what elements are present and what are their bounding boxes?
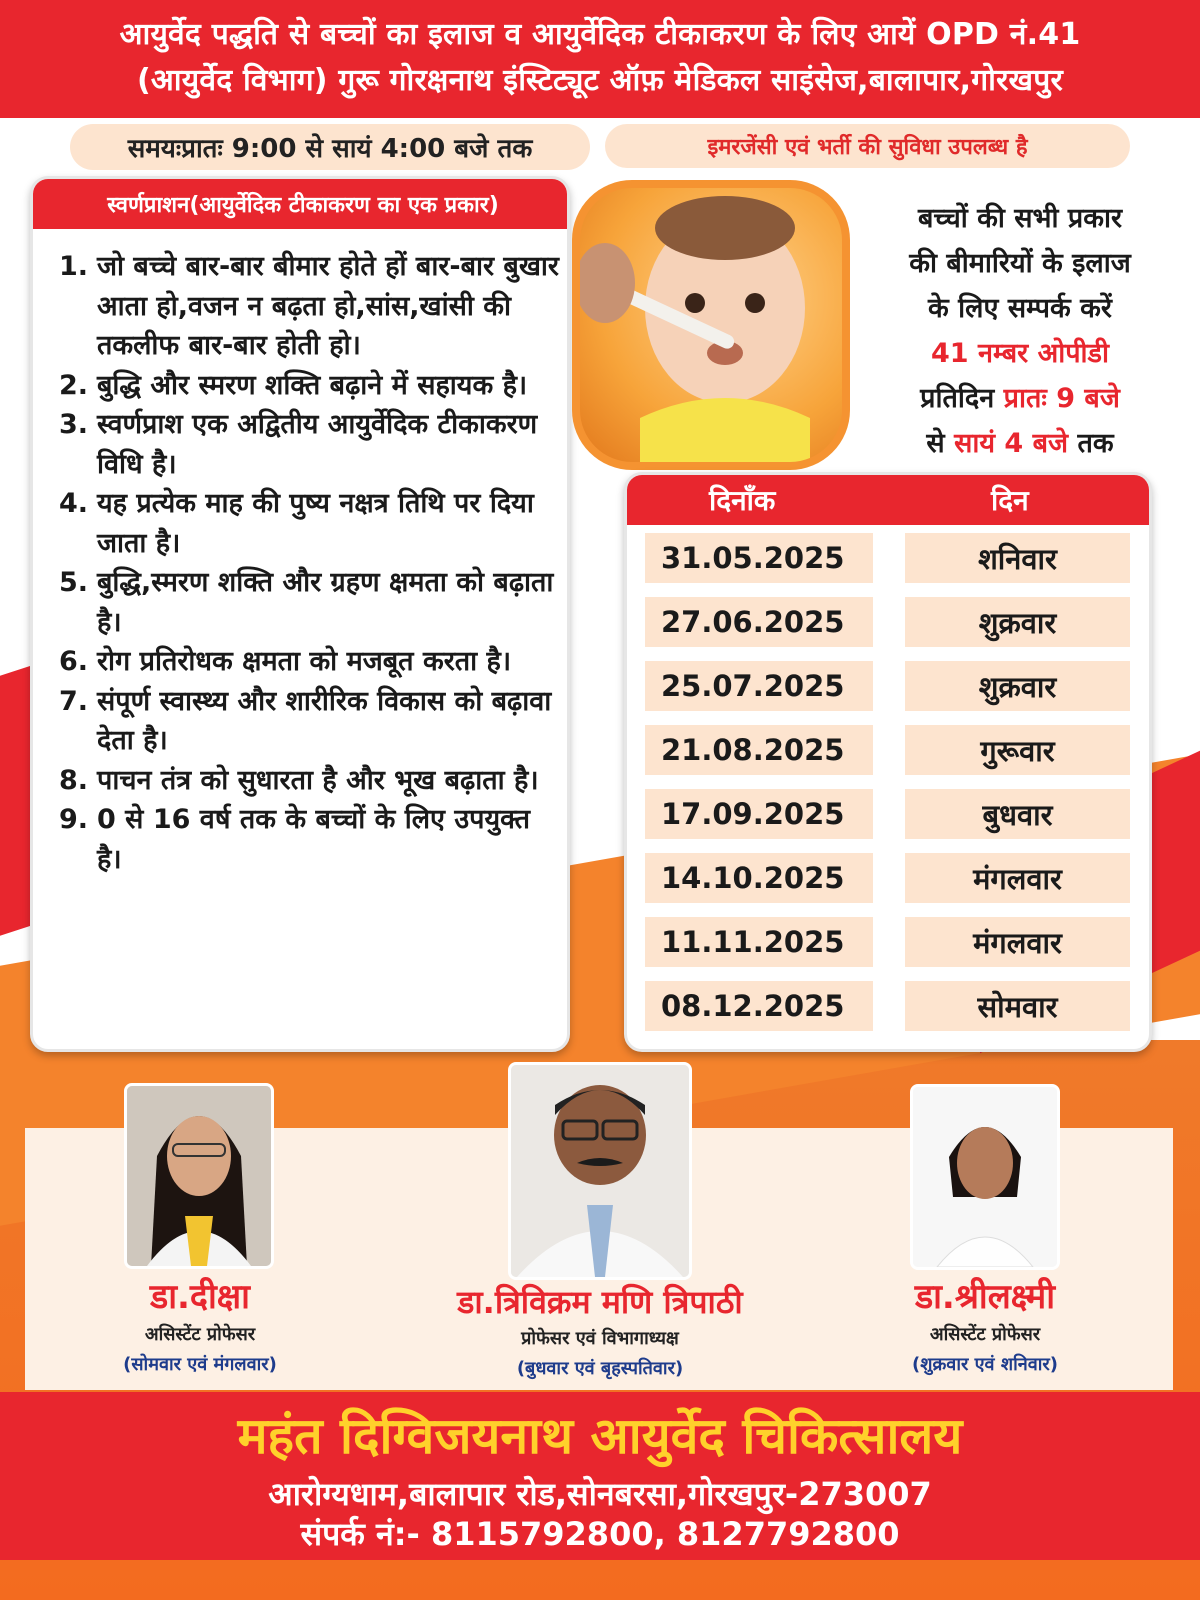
baby-photo (580, 188, 842, 462)
table-cell-day: सोमवार (905, 981, 1130, 1031)
table-cell-date: 08.12.2025 (645, 981, 873, 1031)
contact-morning: प्रातः 9 बजे (1003, 383, 1120, 414)
contact-daily: प्रतिदिन (920, 383, 995, 414)
contact-se: से (926, 428, 945, 459)
contact-opd: 41 नम्बर ओपीडी (931, 338, 1109, 369)
list-number: 2. (59, 369, 89, 401)
col-day-header: दिन (991, 484, 1029, 517)
doctor-name-deeksha: डा.दीक्षा (150, 1277, 250, 1317)
list-number: 8. (59, 764, 89, 796)
doctor-role-deeksha: असिस्टेंट प्रोफेसर (144, 1324, 256, 1345)
contact-timing-line-2 (860, 421, 1180, 466)
list-number: 6. (59, 646, 89, 677)
list-item (59, 682, 559, 761)
hospital-address: आरोग्यधाम,बालापार रोड,सोनबरसा,गोरखपुर-273007 (268, 1475, 932, 1513)
list-text: पाचन तंत्र को सुधारता है और भूख बढ़ाता है। (97, 764, 539, 796)
list-item (59, 405, 559, 484)
list-text: बुद्धि और स्मरण शक्ति बढ़ाने में सहायक है। (97, 369, 528, 401)
list-item (59, 247, 559, 366)
table-cell-day: मंगलवार (905, 917, 1130, 967)
doctor-days-tripathi: (बुधवार एवं बृहस्पतिवार) (516, 1358, 684, 1379)
list-item (59, 642, 559, 682)
col-date-header: दिनाँक (709, 484, 776, 517)
contact-info (860, 196, 1180, 466)
doctor-tripathi-illustration (511, 1065, 689, 1277)
emergency-pill: इमरजेंसी एवं भर्ती की सुविधा उपलब्ध है (605, 124, 1130, 168)
doctor-days-deeksha: (सोमवार एवं मंगलवार) (123, 1354, 277, 1375)
baby-illustration (580, 188, 842, 462)
list-item (59, 761, 559, 801)
table-cell-date: 21.08.2025 (645, 725, 873, 775)
contact-line-1: बच्चों की सभी प्रकार (917, 203, 1123, 234)
list-number: 7. (59, 685, 89, 717)
list-number: 3. (59, 409, 89, 440)
table-cell-day: शुक्रवार (905, 597, 1130, 647)
list-text: बुद्धि,स्मरण शक्ति और ग्रहण क्षमता को बढ़ाता है। (97, 567, 554, 638)
table-cell-date: 14.10.2025 (645, 853, 873, 903)
table-cell-day: गुरूवार (905, 725, 1130, 775)
table-cell-date: 25.07.2025 (645, 661, 873, 711)
contact-evening: सायं 4 बजे (954, 428, 1069, 459)
contact-line-3: के लिए सम्पर्क करें (928, 293, 1112, 324)
list-text: स्वर्णप्राश एक अद्वितीय आयुर्वेदिक टीकाकरण विधि है। (97, 409, 538, 480)
hospital-phone: संपर्क नं:- 8115792800, 8127792800 (300, 1515, 900, 1553)
doctor-deeksha-illustration (127, 1086, 271, 1266)
doctor-days-sreelakshmi: (शुक्रवार एवं शनिवार) (912, 1354, 1058, 1375)
header-line-2: (आयुर्वेद विभाग) गुरू गोरक्षनाथ इंस्टिट्यूट ऑफ़ मेडिकल साइंसेज,बालापार,गोरखपुर (136, 63, 1064, 98)
list-text: 0 से 16 वर्ष तक के बच्चों के लिए उपयुक्त है। (97, 804, 531, 875)
doctor-name-sreelakshmi: डा.श्रीलक्ष्मी (914, 1277, 1056, 1317)
list-text: संपूर्ण स्वास्थ्य और शारीरिक विकास को बढ़ावा देता है। (97, 685, 552, 756)
doctor-role-tripathi: प्रोफेसर एवं विभागाध्यक्ष (521, 1328, 679, 1349)
list-number: 1. (59, 251, 89, 282)
list-number: 4. (59, 488, 89, 519)
doctor-sreelakshmi-illustration (913, 1087, 1057, 1267)
table-cell-day: शुक्रवार (905, 661, 1130, 711)
table-cell-date: 31.05.2025 (645, 533, 873, 583)
contact-tak: तक (1077, 428, 1114, 459)
header-line-1: आयुर्वेद पद्धति से बच्चों का इलाज व आयुर्वेदिक टीकाकरण के लिए आयें OPD नं.41 (119, 17, 1081, 52)
doctor-photo-sreelakshmi (910, 1084, 1060, 1270)
timing-pill: समयःप्रातः 9:00 से सायं 4:00 बजे तक (70, 124, 590, 170)
doctor-photo-tripathi (508, 1062, 692, 1280)
table-cell-date: 11.11.2025 (645, 917, 873, 967)
schedule-header (627, 475, 1152, 525)
list-text: यह प्रत्येक माह की पुष्य नक्षत्र तिथि पर दिया जाता है। (97, 488, 534, 559)
table-cell-date: 17.09.2025 (645, 789, 873, 839)
contact-timing-line-1 (860, 376, 1180, 421)
list-text: रोग प्रतिरोधक क्षमता को मजबूत करता है। (97, 646, 512, 677)
table-cell-date: 27.06.2025 (645, 597, 873, 647)
list-number: 9. (59, 804, 89, 835)
doctor-role-sreelakshmi: असिस्टेंट प्रोफेसर (929, 1324, 1041, 1345)
header-banner (0, 0, 1200, 118)
hospital-name: महंत दिग्विजयनाथ आयुर्वेद चिकित्सालय (237, 1407, 963, 1465)
list-number: 5. (59, 567, 89, 598)
table-cell-day: बुधवार (905, 789, 1130, 839)
contact-line-2: की बीमारियों के इलाज (909, 248, 1131, 279)
baby-photo-frame (572, 180, 850, 470)
footer-banner (0, 1392, 1200, 1560)
swarnaprashan-box (30, 176, 570, 1052)
swarnaprashan-title: स्वर्णप्राशन(आयुर्वेदिक टीकाकरण का एक प्रकार) (33, 179, 570, 229)
list-item (59, 366, 559, 406)
swarnaprashan-list (59, 247, 559, 879)
list-item (59, 563, 559, 642)
table-cell-day: शनिवार (905, 533, 1130, 583)
table-cell-day: मंगलवार (905, 853, 1130, 903)
doctor-name-tripathi: डा.त्रिविक्रम मणि त्रिपाठी (457, 1283, 743, 1321)
schedule-table (624, 472, 1152, 1052)
list-item (59, 800, 559, 879)
doctor-photo-deeksha (124, 1083, 274, 1269)
list-text: जो बच्चे बार-बार बीमार होते हों बार-बार बुखार आता हो,वजन न बढ़ता हो,सांस,खांसी की तकलीफ बार-बार होती हो। (97, 251, 559, 361)
list-item (59, 484, 559, 563)
